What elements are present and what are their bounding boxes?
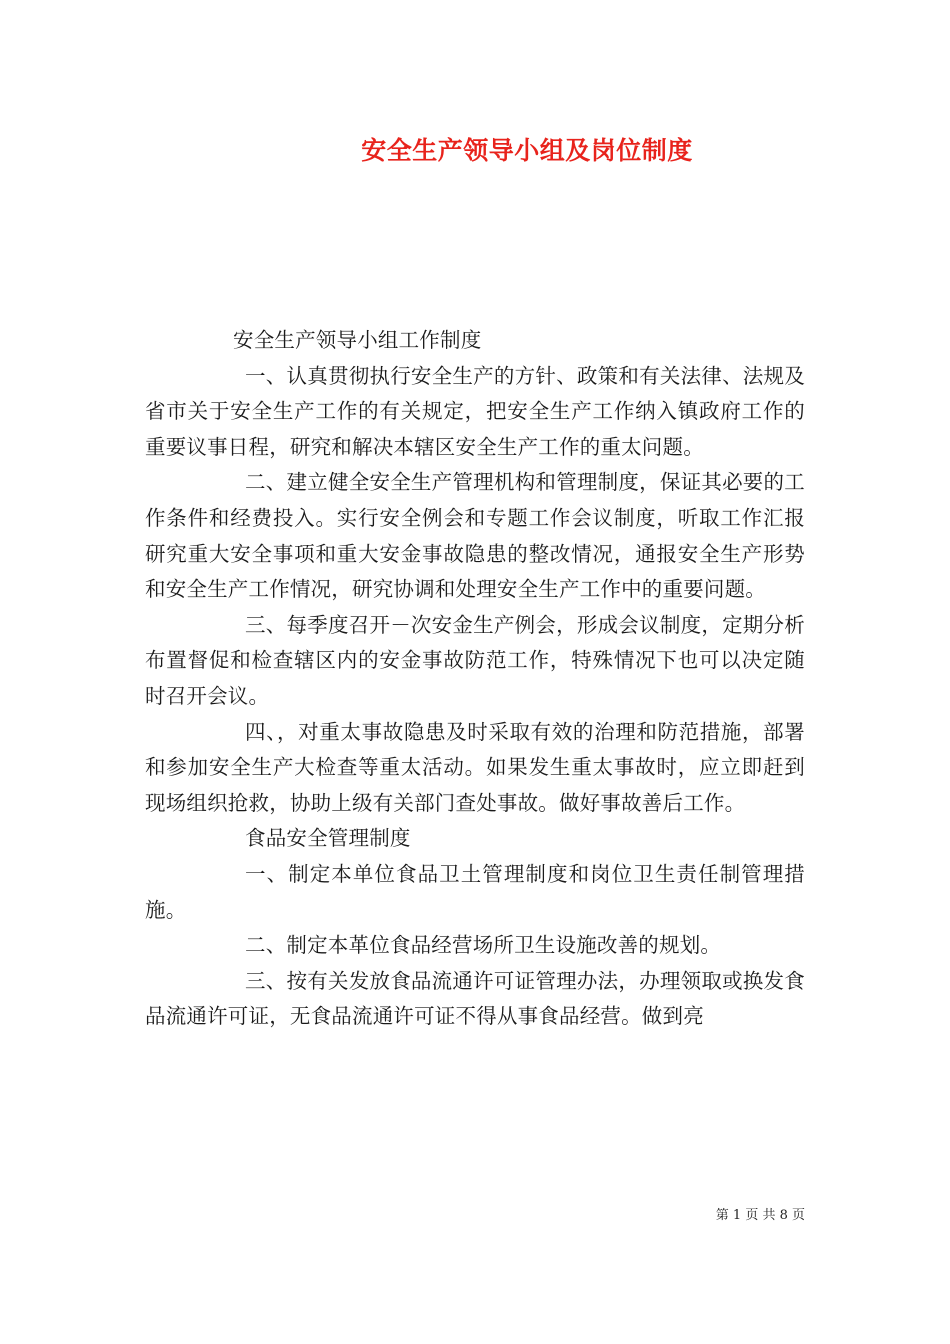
paragraph-food-item-2: 二、制定本革位食品经营场所卫生设施改善的规划。 <box>245 933 722 958</box>
document-title: 安全生产领导小组及岗位制度 <box>361 136 693 165</box>
section-heading-food-safety: 食品安全管理制度 <box>245 826 411 851</box>
paragraph-safety-item-2: 二、建立健全安全生产管理机构和管理制度，保证其必要的工作条件和经费投入。实行安全例会和专题工作会议制度，听取工作汇报研究重大安全事项和重大安金事故隐患的整改情况，通报安全生产形势和安全生产工作情况，研究协调和处理安全生产工作中的重要问题。 <box>145 470 805 602</box>
paragraph-food-item-3: 三、按有关发放食品流通许可证管理办法，办理领取或换发食品流通许可证，无食品流通许可证不得从事食品经营。做到亮 <box>145 968 805 1029</box>
document-body <box>145 323 805 1035</box>
paragraph-food-item-1: 一、制定本单位食品卫土管理制度和岗位卫生责任制管理措施。 <box>145 861 805 922</box>
section-heading-safety-group: 安全生产领导小组工作制度 <box>233 328 482 352</box>
paragraph-safety-item-3: 三、每季度召开－次安金生产例会，形成会议制度，定期分析布置督促和检查辖区内的安金事故防范工作，特殊情况下也可以决定随时召开会议。 <box>145 612 805 708</box>
paragraph-safety-item-1: 一、认真贯彻执行安全生产的方针、政策和有关法律、法规及省市关于安全生产工作的有关规定，把安全生产工作纳入镇政府工作的重要议事日程，研究和解决本辖区安全生产工作的重太问题。 <box>145 363 805 459</box>
page-number: 第 1 页 共 8 页 <box>715 1208 805 1223</box>
paragraph-safety-item-4: 四、，对重太事故隐患及时采取有效的治理和防范措施，部署和参加安全生产大检查等重太活动。如果发生重太事故时，应立即赶到现场组织抢救，协助上级有关部门查处事故。做好事故善后工作。 <box>145 719 805 815</box>
